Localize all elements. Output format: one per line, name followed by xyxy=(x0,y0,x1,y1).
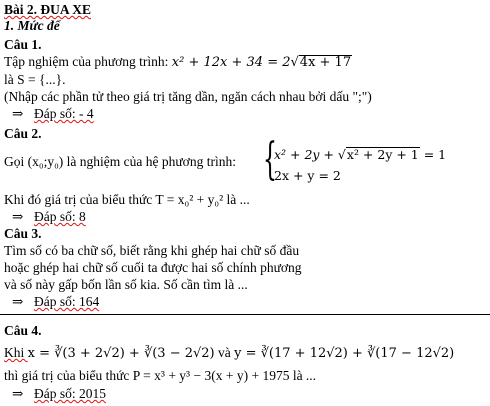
question-2-label: Câu 2. xyxy=(4,126,42,141)
implies-arrow-icon: ⇒ xyxy=(12,386,24,401)
question-1-instruction: (Nhập các phần tử theo giá trị tăng dần, ngăn cách nhau bởi dấu ";") xyxy=(4,89,372,104)
question-2-intro: Gọi (x₀;y₀) là nghiệm của hệ phương trình: xyxy=(4,154,236,169)
answer-text: Đáp số: 8 xyxy=(34,209,86,224)
sys1-left: x² + 2y + xyxy=(274,147,338,162)
answer-text: Đáp số: 164 xyxy=(34,294,100,309)
sqrt-sign: √ xyxy=(290,55,299,70)
answer-text: Đáp số: - 4 xyxy=(34,106,94,121)
title-text: Bài 2. ĐUA XE xyxy=(4,2,92,17)
section-divider xyxy=(0,314,490,315)
question-3-line-1: Tìm số có ba chữ số, biết rằng khi ghép hai chữ số đầu xyxy=(4,243,300,258)
implies-arrow-icon: ⇒ xyxy=(12,209,24,224)
question-1-label: Câu 1. xyxy=(4,37,42,52)
system-equation-2: 2x + y = 2 xyxy=(274,168,341,183)
and-text: và xyxy=(214,345,235,360)
answer-text: Đáp số: 2015 xyxy=(34,386,106,401)
document-title xyxy=(4,2,91,18)
question-3-answer xyxy=(4,294,99,310)
khi-text: Khi xyxy=(4,345,28,360)
x-expression: x = ∛(3 + 2√2) + ∛(3 − 2√2) xyxy=(27,346,215,361)
sys1-right: = 1 xyxy=(419,147,447,162)
system-brace: { xyxy=(263,134,277,185)
system-equation-1 xyxy=(274,147,446,162)
sys1-radicand: x² + 2y + 1 xyxy=(346,147,419,162)
question-2-expression: Khi đó giá trị của biểu thức T = x₀² + y₀² là ... xyxy=(4,192,250,207)
question-4-label: Câu 4. xyxy=(4,323,42,338)
question-4-condition xyxy=(4,345,454,362)
question-4-expression: thì giá trị của biểu thức P = x³ + y³ − 3(x + y) + 1975 là ... xyxy=(4,368,317,383)
question-3-line-2: hoặc ghép hai chữ số cuối ta được hai số chính phương xyxy=(4,260,302,275)
q1-text: Tập nghiệm của phương trình: xyxy=(4,54,172,69)
question-1-answer xyxy=(4,106,94,122)
section-heading: 1. Mức để xyxy=(4,18,60,33)
question-1-equation-line xyxy=(4,54,352,71)
sqrt-sign: √ xyxy=(337,147,346,162)
question-3-line-3: và số này gấp bốn lần số kia. Số cần tìm là ... xyxy=(4,277,248,292)
question-4-answer xyxy=(4,386,106,402)
y-expression: y = ∛(17 + 12√2) + ∛(17 − 12√2) xyxy=(234,346,455,361)
q1-equation-left: x² + 12x + 34 = 2 xyxy=(171,55,291,70)
q1-equation xyxy=(172,55,352,70)
question-2-answer xyxy=(4,209,86,225)
question-3-label: Câu 3. xyxy=(4,226,42,241)
q1-radicand: 4x + 17 xyxy=(299,55,352,70)
implies-arrow-icon: ⇒ xyxy=(12,294,24,309)
question-1-set: là S = {...}. xyxy=(4,72,66,87)
implies-arrow-icon: ⇒ xyxy=(12,106,24,121)
